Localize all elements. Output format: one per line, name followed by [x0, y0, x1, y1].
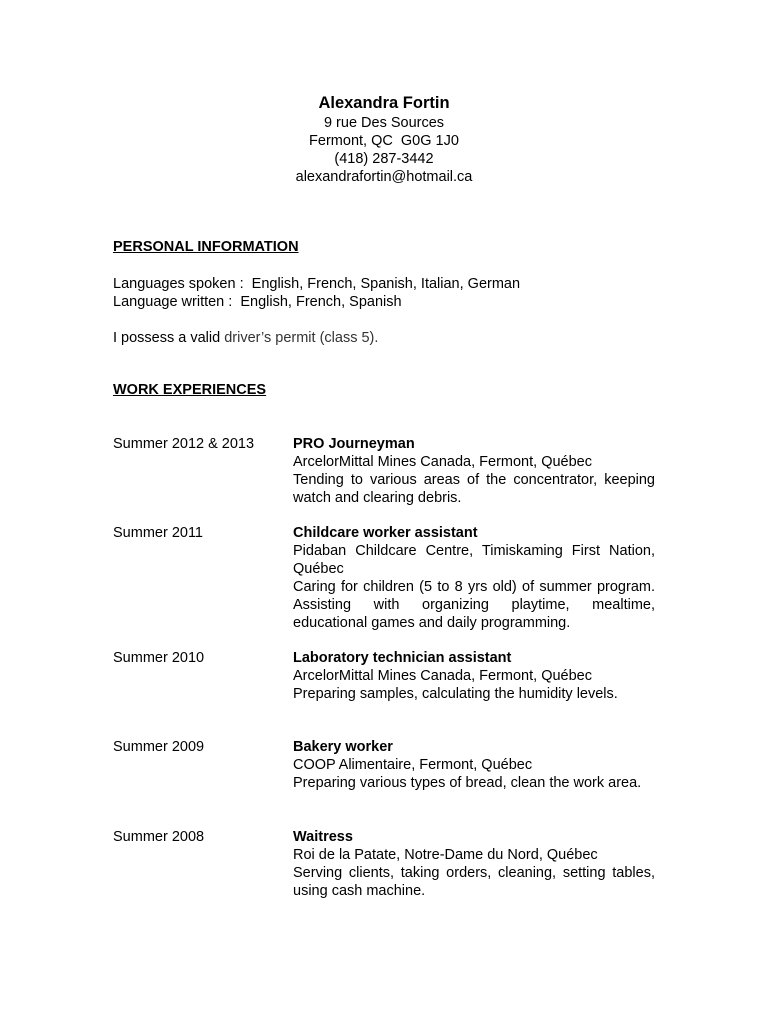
- job-employer: COOP Alimentaire, Fermont, Québec: [293, 757, 533, 773]
- job-description: Tending to various areas of the concentrator, keeping watch and clearing debris.: [293, 472, 655, 506]
- permit-class: driver’s permit (class 5).: [224, 330, 379, 346]
- job-title: Bakery worker: [293, 739, 393, 755]
- job-description: Serving clients, taking orders, cleaning, setting tables, using cash machine.: [293, 865, 655, 899]
- permit-lead: I possess a valid: [113, 330, 225, 346]
- job-entry: [293, 524, 655, 632]
- job-title: Laboratory technician assistant: [293, 650, 512, 666]
- job-description: Preparing various types of bread, clean the work area.: [293, 775, 642, 791]
- job-entry: [293, 649, 655, 703]
- applicant-name: Alexandra Fortin: [318, 94, 450, 112]
- job-employer: ArcelorMittal Mines Canada, Fermont, Québec: [293, 454, 592, 470]
- languages-written: Language written : English, French, Spanish: [113, 294, 402, 310]
- job-entry: [293, 435, 655, 507]
- job-title: Waitress: [293, 829, 353, 845]
- job-title: PRO Journeyman: [293, 436, 415, 452]
- permit-statement: [113, 329, 378, 347]
- address-line-2: Fermont, QC G0G 1J0: [309, 133, 459, 149]
- phone-number: (418) 287-3442: [334, 151, 434, 167]
- job-employer: Pidaban Childcare Centre, Timiskaming First Nation, Québec: [293, 543, 655, 577]
- email-address: alexandrafortin@hotmail.ca: [295, 169, 473, 185]
- job-description: Preparing samples, calculating the humidity levels.: [293, 686, 618, 702]
- personal-information-heading: PERSONAL INFORMATION: [113, 239, 299, 255]
- job-title: Childcare worker assistant: [293, 525, 478, 541]
- job-entry: [293, 828, 655, 900]
- work-experiences-heading: WORK EXPERIENCES: [113, 382, 267, 398]
- languages-spoken: Languages spoken : English, French, Spanish, Italian, German: [113, 276, 521, 292]
- job-date: Summer 2012 & 2013: [113, 436, 255, 452]
- job-date: Summer 2011: [113, 525, 203, 541]
- job-date: Summer 2010: [113, 650, 205, 666]
- address-line-1: 9 rue Des Sources: [323, 115, 445, 131]
- job-employer: Roi de la Patate, Notre-Dame du Nord, Québec: [293, 847, 598, 863]
- job-description: Caring for children (5 to 8 yrs old) of summer program. Assisting with organizing playtime, mealtime, educational games and daily programming.: [293, 579, 655, 631]
- job-employer: ArcelorMittal Mines Canada, Fermont, Québec: [293, 668, 592, 684]
- job-date: Summer 2009: [113, 739, 205, 755]
- contact-header: [0, 92, 768, 186]
- job-entry: [293, 738, 655, 792]
- job-date: Summer 2008: [113, 829, 205, 845]
